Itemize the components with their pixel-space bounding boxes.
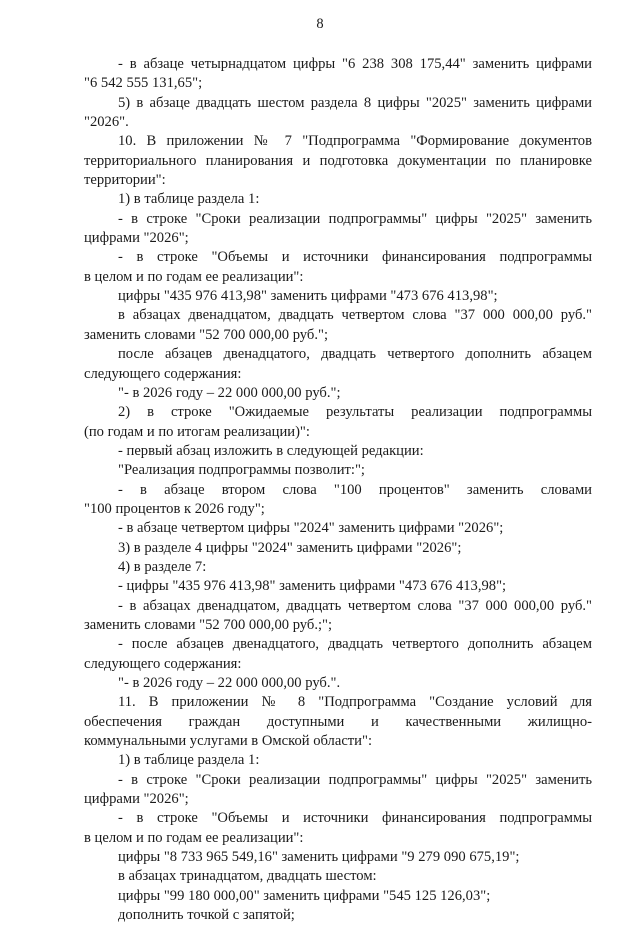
text-line: цифры "8 733 965 549,16" заменить цифрами "9 279 090 675,19"; — [118, 849, 520, 866]
text-line: в абзацах тринадцатом, двадцать шестом: — [118, 868, 377, 885]
text-line: после абзацев двенадцатого, двадцать четвертого дополнить абзацем — [118, 346, 592, 363]
text-line: "- в 2026 году – 22 000 000,00 руб.". — [118, 675, 341, 691]
text-line: - в строке "Объемы и источники финансирования подпрограммы — [118, 810, 592, 827]
text-line: - в строке "Сроки реализации подпрограммы" цифры "2025" заменить — [118, 210, 592, 227]
text-line: "2026". — [84, 114, 129, 131]
text-line: "- в 2026 году – 22 000 000,00 руб."; — [118, 384, 341, 401]
text-line: следующего содержания: — [84, 365, 242, 382]
text-line: следующего содержания: — [84, 655, 242, 672]
text-line: 5) в абзаце двадцать шестом раздела 8 цифры "2025" заменить цифрами — [118, 94, 592, 111]
text-line: - цифры "435 976 413,98" заменить цифрами "473 676 413,98"; — [118, 578, 507, 595]
text-line: цифры "435 976 413,98" заменить цифрами "473 676 413,98"; — [118, 288, 498, 305]
text-line: "100 процентов к 2026 году"; — [84, 500, 265, 517]
text-line: в целом и по годам ее реализации": — [84, 268, 304, 285]
text-line: 11. В приложении № 8 "Подпрограмма "Создание условий для — [118, 694, 592, 711]
text-line: 4) в разделе 7: — [118, 558, 207, 575]
text-line: в абзацах двенадцатом, двадцать четвертом слова "37 000 000,00 руб." — [118, 307, 592, 324]
text-line: - в строке "Объемы и источники финансирования подпрограммы — [118, 249, 592, 266]
text-line: заменить словами "52 700 000,00 руб."; — [84, 326, 328, 343]
text-line: "Реализация подпрограммы позволит:"; — [118, 462, 365, 479]
text-line: коммунальными услугами в Омской области": — [84, 733, 372, 750]
text-line: - первый абзац изложить в следующей редакции: — [118, 442, 424, 459]
text-line: в целом и по годам ее реализации": — [84, 829, 304, 846]
text-line: заменить словами "52 700 000,00 руб.;"; — [84, 616, 333, 633]
text-line: цифрами "2026"; — [84, 791, 189, 808]
text-line: - в абзаце четырнадцатом цифры "6 238 308 175,44" заменить цифрами — [118, 56, 592, 72]
text-line: 3) в разделе 4 цифры "2024" заменить цифрами "2026"; — [118, 539, 462, 556]
text-line: (по годам и по итогам реализации)": — [84, 423, 310, 440]
text-line: территориального планирования и подготовка документации по планировке — [84, 152, 592, 169]
text-line: - в строке "Сроки реализации подпрограммы" цифры "2025" заменить — [118, 771, 592, 788]
text-line: 1) в таблице раздела 1: — [118, 752, 260, 769]
text-line: "6 542 555 131,65"; — [84, 75, 203, 92]
text-line: дополнить точкой с запятой; — [118, 907, 295, 924]
text-line: - в абзацах двенадцатом, двадцать четвертом слова "37 000 000,00 руб." — [118, 597, 592, 614]
text-line: 10. В приложении № 7 "Подпрограмма "Формирование документов — [118, 133, 592, 150]
page-number: 8 — [316, 16, 324, 32]
text-line: территории": — [84, 172, 166, 189]
document-body — [84, 55, 592, 925]
text-line: цифрами "2026"; — [84, 230, 189, 247]
text-line: 1) в таблице раздела 1: — [118, 191, 260, 208]
text-line: обеспечения граждан доступными и качественными жилищно- — [84, 713, 592, 730]
text-line: - в абзаце втором слова "100 процентов" заменить словами — [118, 481, 592, 498]
text-line: цифры "99 180 000,00" заменить цифрами "545 125 126,03"; — [118, 887, 491, 904]
text-line: - после абзацев двенадцатого, двадцать четвертого дополнить абзацем — [118, 636, 592, 653]
text-line: - в абзаце четвертом цифры "2024" заменить цифрами "2026"; — [118, 520, 504, 537]
text-line: 2) в строке "Ожидаемые результаты реализации подпрограммы — [118, 404, 592, 421]
